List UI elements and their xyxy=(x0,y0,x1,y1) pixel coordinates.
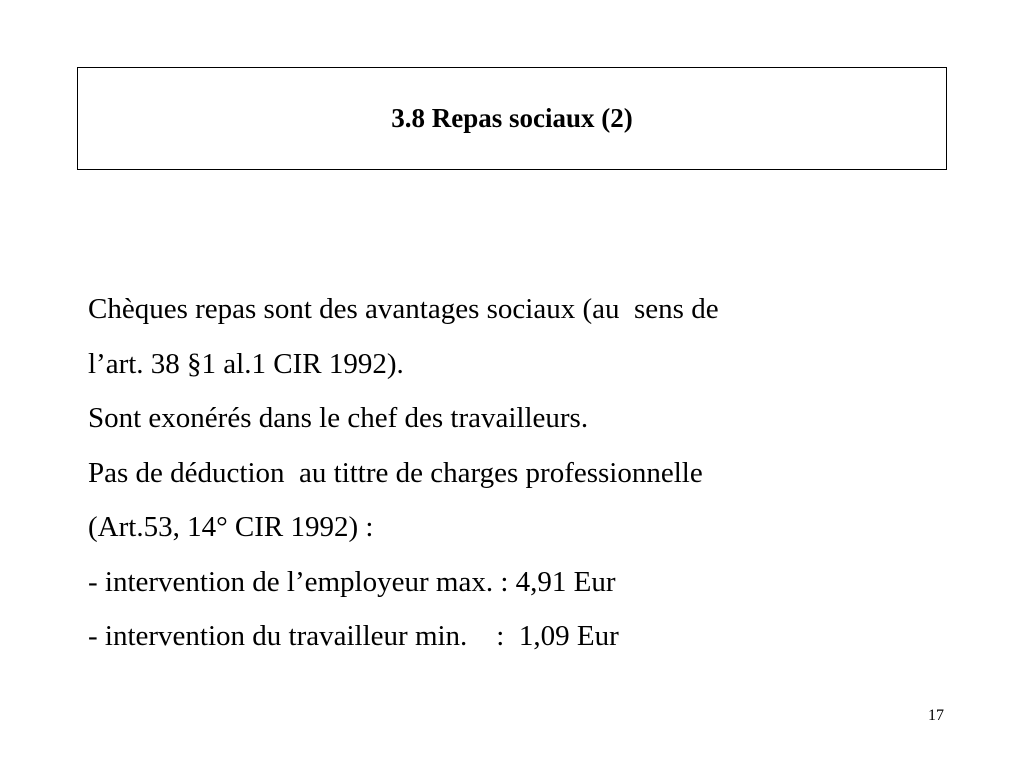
body-line: Chèques repas sont des avantages sociaux (au sens de xyxy=(88,293,719,325)
body-line: Pas de déduction au tittre de charges professionnelle xyxy=(88,456,703,489)
slide-body xyxy=(88,282,928,664)
title-box xyxy=(77,67,947,170)
body-line: l’art. 38 §1 al.1 CIR 1992). xyxy=(88,347,404,380)
body-line: - intervention de l’employeur max. : 4,91 Eur xyxy=(88,565,616,598)
slide-title: 3.8 Repas sociaux (2) xyxy=(391,103,633,133)
body-line: - intervention du travailleur min. : 1,09 Eur xyxy=(88,620,619,652)
body-line: Sont exonérés dans le chef des travailleurs. xyxy=(88,402,589,434)
slide-number: 17 xyxy=(928,707,944,724)
body-line: (Art.53, 14° CIR 1992) : xyxy=(88,511,374,543)
